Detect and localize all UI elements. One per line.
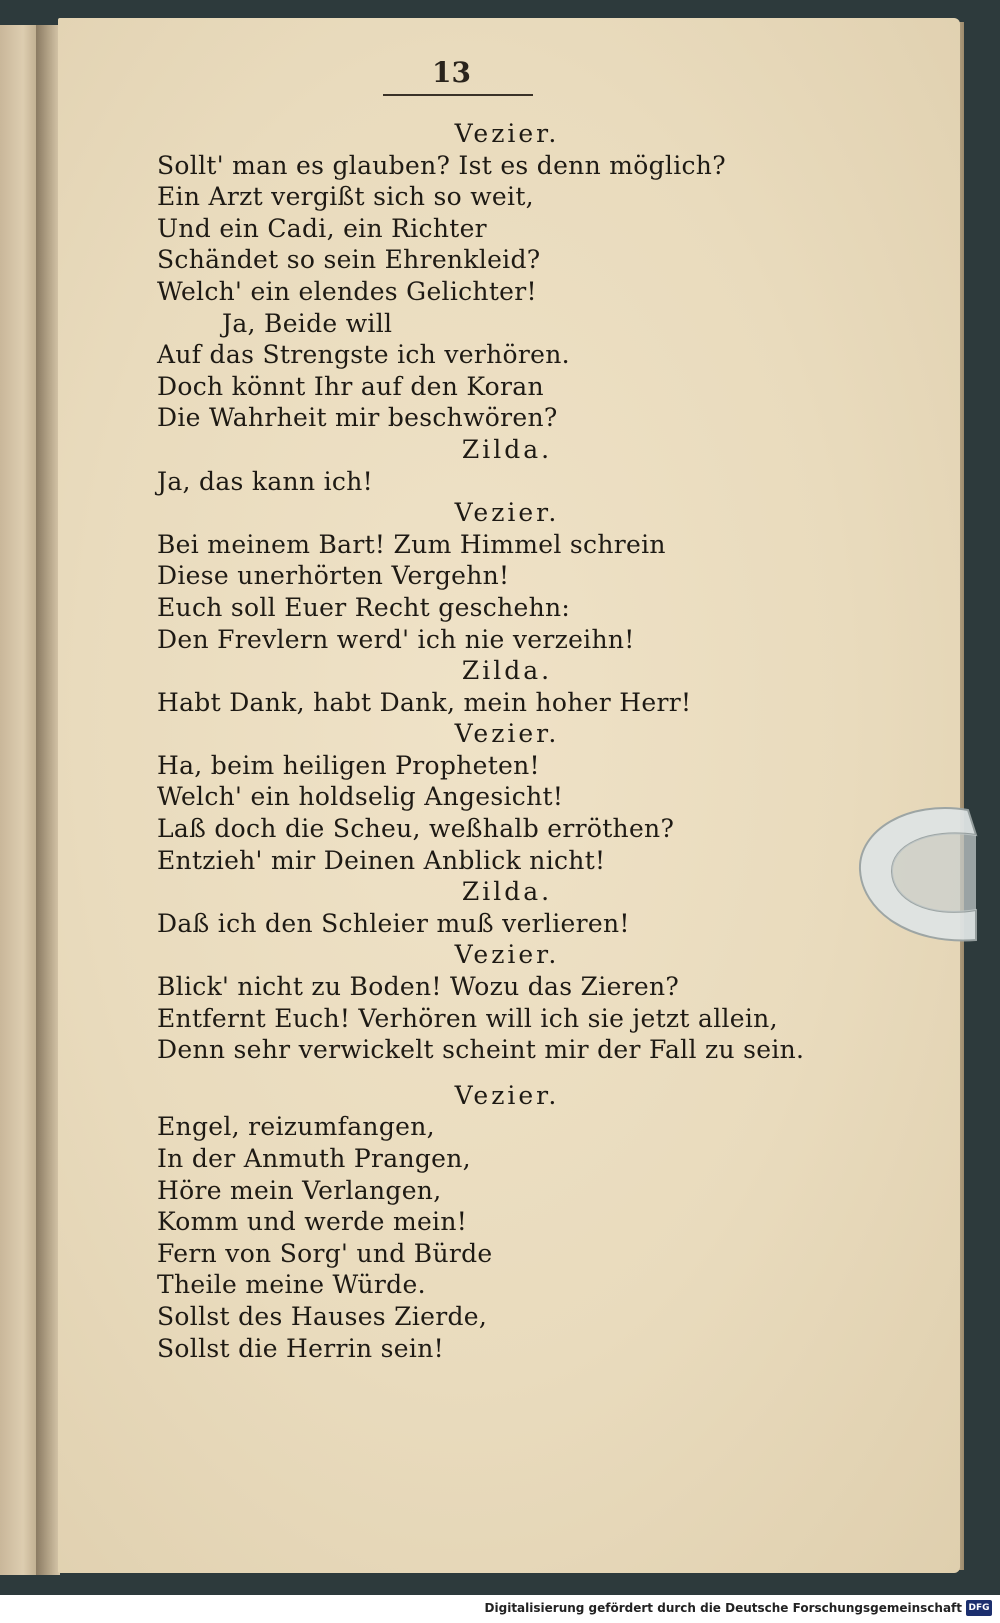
header-rule xyxy=(383,94,533,96)
speaker-name: Vezier. xyxy=(454,940,560,970)
verse-line: Entfernt Euch! Verhören will ich sie jetzt allein, xyxy=(157,1003,778,1033)
verse-line: Laß doch die Scheu, weßhalb erröthen? xyxy=(157,814,675,844)
dfg-logo: DFG xyxy=(966,1600,992,1616)
verse-line: Diese unerhörten Vergehn! xyxy=(157,561,510,591)
digitization-credit: Digitalisierung gefördert durch die Deutsche Forschungsgemeinschaft xyxy=(484,1601,962,1615)
verse-line: Entzieh' mir Deinen Anblick nicht! xyxy=(157,845,606,875)
verse-line: Und ein Cadi, ein Richter xyxy=(157,213,487,243)
speaker-name: Zilda. xyxy=(461,434,553,464)
verse-line: Euch soll Euer Recht geschehn: xyxy=(157,592,571,622)
verse-line: Doch könnt Ihr auf den Koran xyxy=(157,371,544,401)
verse-line: Ein Arzt vergißt sich so weit, xyxy=(157,182,534,212)
speaker-name: Vezier. xyxy=(454,719,560,749)
speaker-name: Zilda. xyxy=(461,877,553,907)
verse-line: Schändet so sein Ehrenkleid? xyxy=(157,245,541,275)
verse-line: Höre mein Verlangen, xyxy=(157,1175,442,1205)
verse-line: Sollst die Herrin sein! xyxy=(157,1333,444,1363)
verse-line: Den Frevlern werd' ich nie verzeihn! xyxy=(157,624,635,654)
speaker-name: Vezier. xyxy=(454,119,560,148)
verse-line: Auf das Strengste ich verhören. xyxy=(157,340,570,370)
verse-line: In der Anmuth Prangen, xyxy=(157,1144,471,1173)
verse-line: Engel, reizumfangen, xyxy=(157,1112,435,1142)
verse-line: Blick' nicht zu Boden! Wozu das Zieren? xyxy=(157,972,680,1002)
speaker-name: Vezier. xyxy=(454,498,560,528)
verse-line: Denn sehr verwickelt scheint mir der Fall zu sein. xyxy=(157,1035,805,1065)
page-clip xyxy=(848,800,978,950)
page-number: 13 xyxy=(432,56,471,89)
verse-line: Ha, beim heiligen Propheten! xyxy=(157,750,540,780)
verse-line: Welch' ein elendes Gelichter! xyxy=(157,276,537,306)
speaker-name: Zilda. xyxy=(461,656,553,686)
stanza-gap xyxy=(157,1066,817,1080)
verse-line: Daß ich den Schleier muß verlieren! xyxy=(157,908,630,938)
speaker-name: Vezier. xyxy=(454,1080,560,1110)
book-gutter xyxy=(36,25,60,1575)
verse-line: Fern von Sorg' und Bürde xyxy=(157,1238,493,1268)
verse-line: Komm und werde mein! xyxy=(157,1207,468,1237)
verse-line: Bei meinem Bart! Zum Himmel schrein xyxy=(157,529,666,559)
verse-line: Habt Dank, habt Dank, mein hoher Herr! xyxy=(157,687,692,717)
verse-line: Die Wahrheit mir beschwören? xyxy=(157,403,558,433)
verse-line: Sollt' man es glauben? Ist es denn möglich? xyxy=(157,150,726,180)
verse-line: Ja, das kann ich! xyxy=(157,466,373,496)
verse-line: Theile meine Würde. xyxy=(157,1270,426,1300)
poem-text xyxy=(157,118,817,1364)
verse-line: Sollst des Hauses Zierde, xyxy=(157,1301,488,1331)
verse-line: Welch' ein holdselig Angesicht! xyxy=(157,782,564,812)
verse-line: Ja, Beide will xyxy=(222,308,393,338)
